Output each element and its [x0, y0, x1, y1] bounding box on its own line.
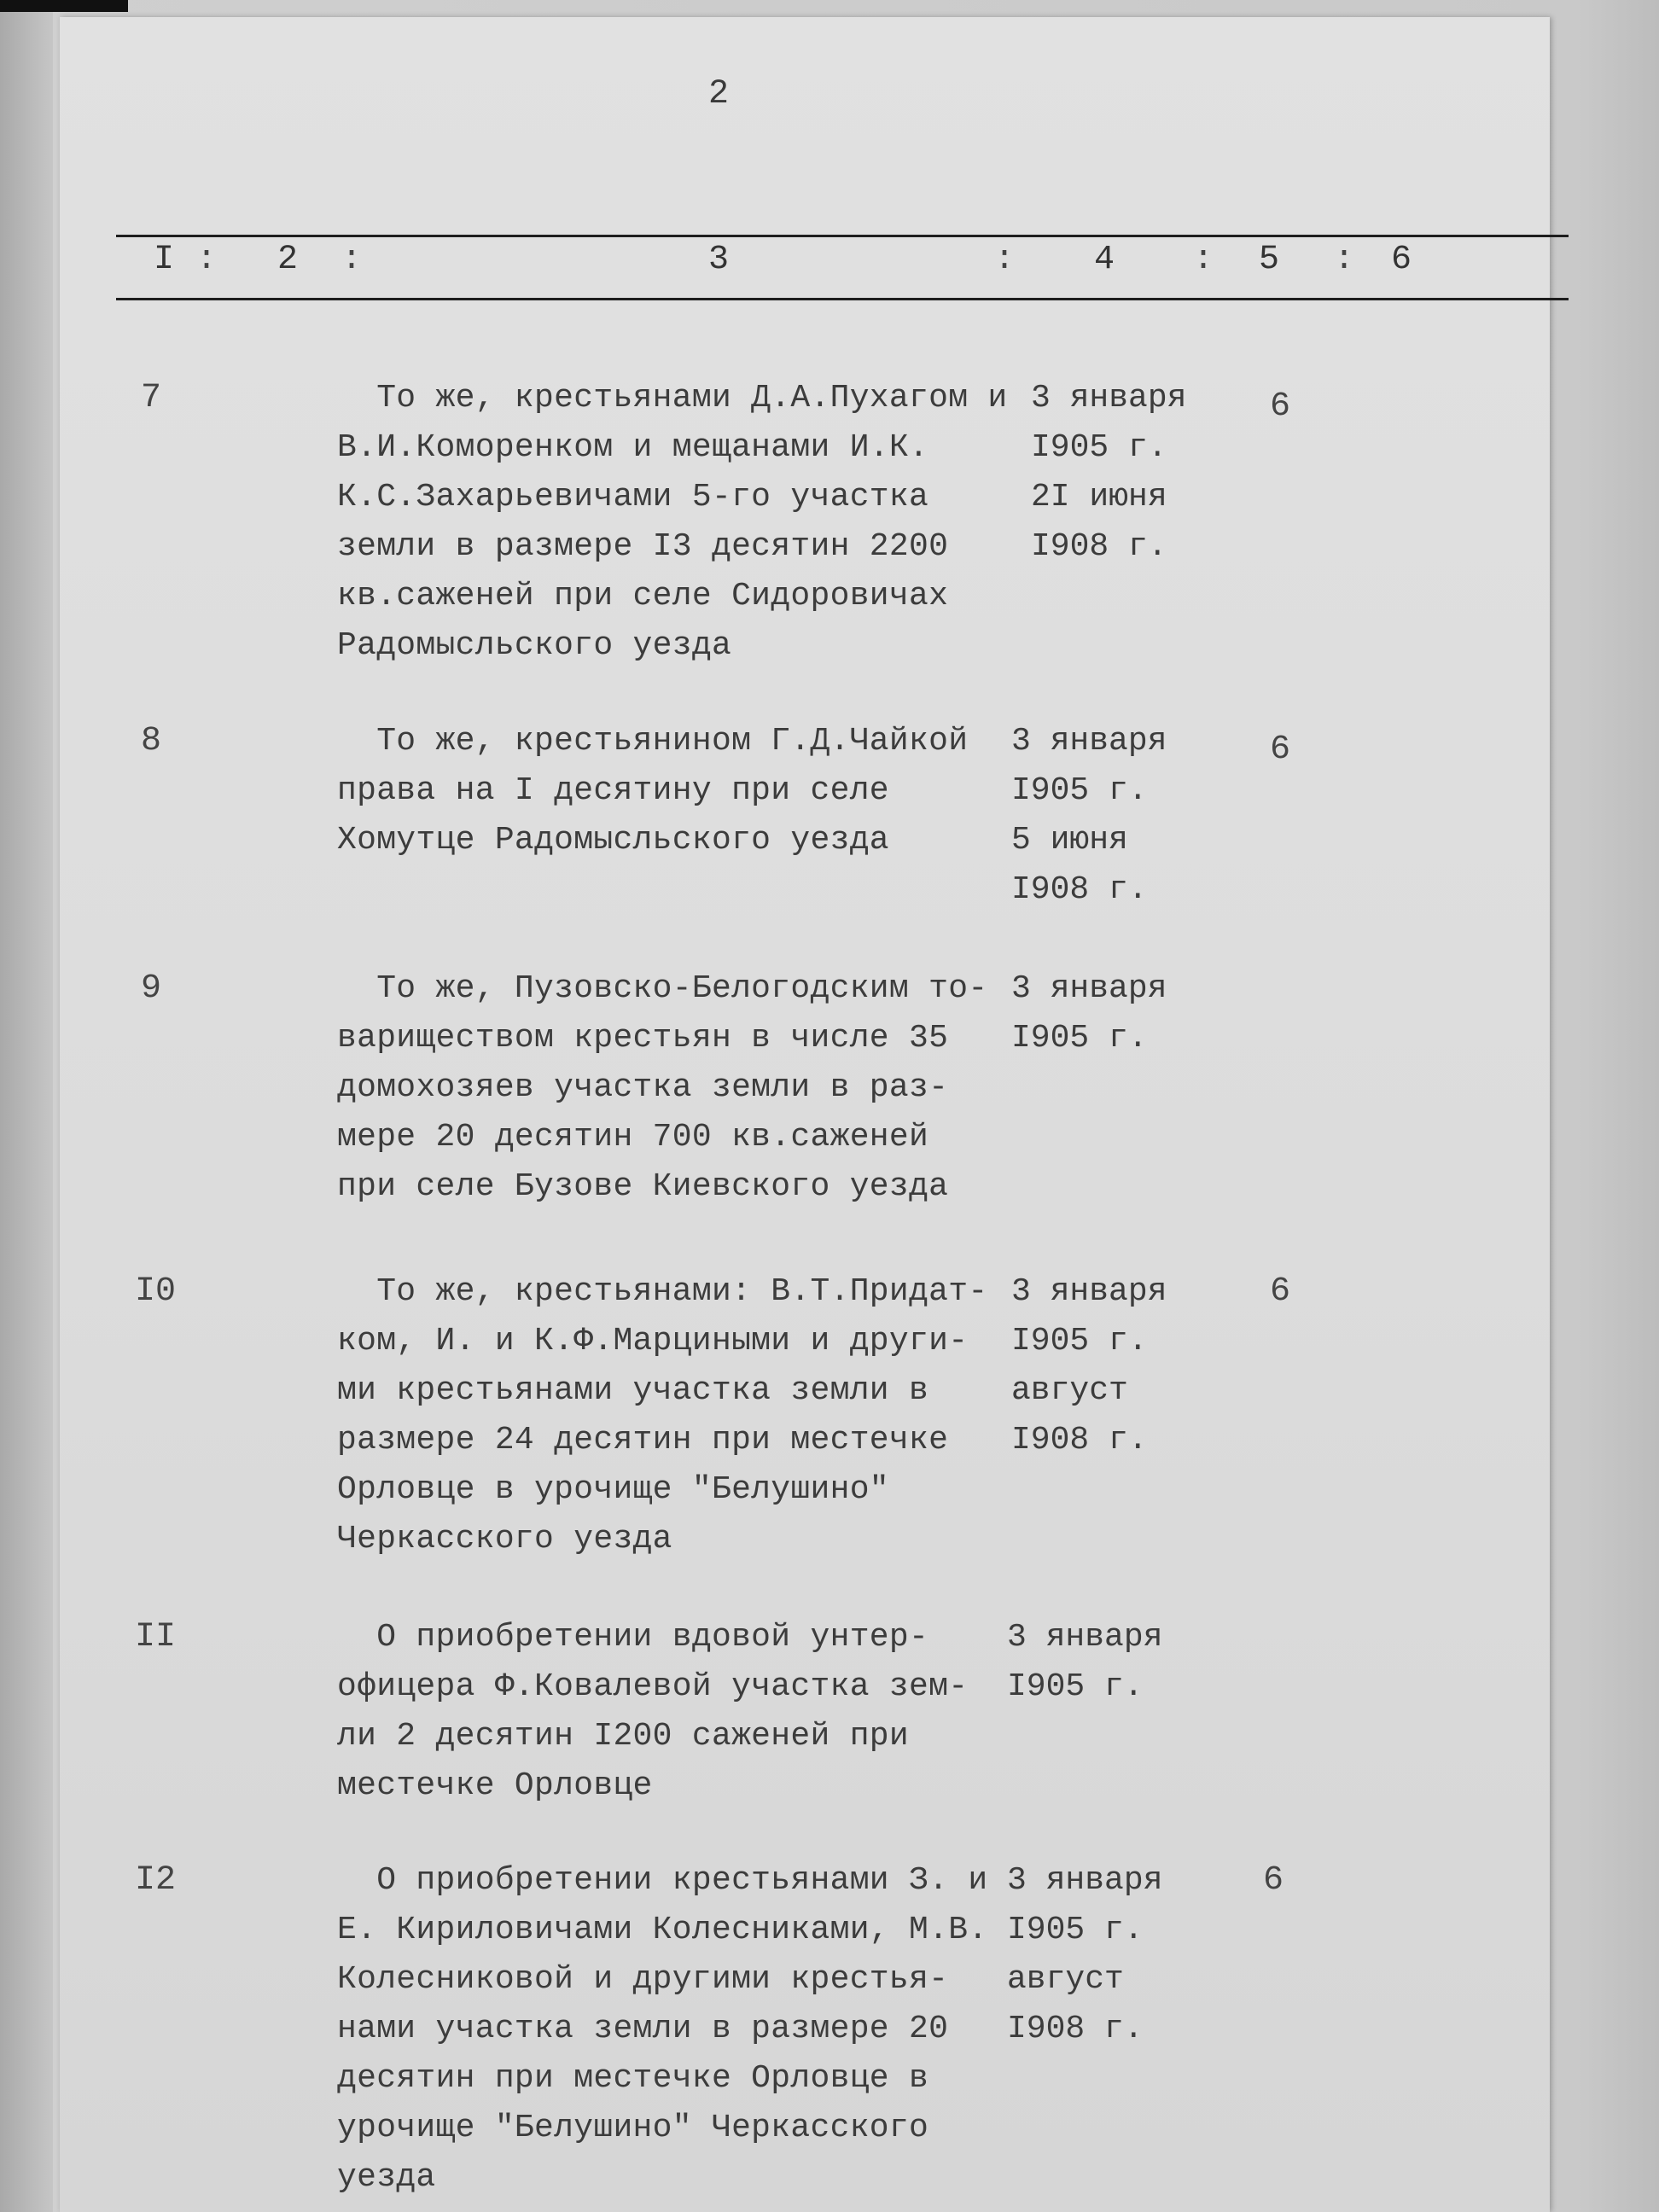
- header-col-4: 4: [1094, 241, 1115, 279]
- row-number: I0: [135, 1272, 177, 1311]
- date-line: 3 января: [1011, 1273, 1167, 1310]
- date-line: I908 г.: [1011, 871, 1148, 908]
- date-line: 3 января: [1007, 1862, 1163, 1899]
- date-line: 3 января: [1011, 970, 1167, 1007]
- corner-tab: [0, 0, 128, 12]
- row-dates: [1007, 1856, 1212, 2054]
- description-line: К.С.Захарьевичами 5-го участка: [337, 479, 929, 515]
- header-separator: :: [1334, 241, 1355, 279]
- header-col-5: 5: [1259, 241, 1280, 279]
- row-col5: 6: [1263, 1861, 1284, 1900]
- header-col-6: 6: [1391, 241, 1412, 279]
- description-line: уезда: [337, 2159, 436, 2196]
- row-col5: 6: [1270, 731, 1291, 769]
- description-line: Черкасского уезда: [337, 1521, 672, 1557]
- description-line: ли 2 десятин I200 саженей при: [337, 1718, 910, 1755]
- date-line: 2I июня: [1031, 479, 1167, 515]
- description-line: при селе Бузове Киевского уезда: [337, 1168, 949, 1205]
- date-line: I905 г.: [1011, 772, 1148, 809]
- date-line: август: [1011, 1372, 1128, 1409]
- date-line: I905 г.: [1011, 1323, 1148, 1359]
- row-dates: [1031, 374, 1236, 572]
- row-dates: [1011, 717, 1216, 915]
- description-line: То же, крестьянами: В.Т.Придат-: [337, 1273, 988, 1310]
- description-line: Радомысльского уезда: [337, 627, 732, 664]
- date-line: I905 г.: [1011, 1020, 1148, 1057]
- date-line: I908 г.: [1031, 528, 1167, 565]
- date-line: I908 г.: [1011, 1422, 1148, 1458]
- description-line: урочище "Белушино" Черкасского: [337, 2110, 929, 2146]
- description-line: права на I десятину при селе: [337, 772, 889, 809]
- description-line: Орловце в урочище "Белушино": [337, 1471, 889, 1508]
- description-line: местечке Орловце: [337, 1767, 653, 1804]
- document-page: [60, 17, 1550, 2212]
- description-line: Е. Кириловичами Колесниками, М.В.: [337, 1912, 988, 1948]
- header-separator: :: [341, 241, 363, 279]
- header-separator: :: [1193, 241, 1214, 279]
- header-separator: :: [196, 241, 218, 279]
- date-line: 5 июня: [1011, 822, 1128, 859]
- header-rule-bottom: [116, 298, 1569, 300]
- binding-strip: [0, 0, 53, 2212]
- description-line: О приобретении вдовой унтер-: [337, 1619, 929, 1656]
- description-line: В.И.Коморенком и мещанами И.К.: [337, 429, 929, 466]
- row-description: [337, 1856, 1054, 2203]
- row-number: II: [135, 1618, 177, 1656]
- description-line: домохозяев участка земли в раз-: [337, 1069, 949, 1106]
- date-line: I905 г.: [1007, 1668, 1144, 1705]
- header-rule-top: [116, 235, 1569, 237]
- description-line: вариществом крестьян в числе 35: [337, 1020, 949, 1057]
- description-line: размере 24 десятин при местечке: [337, 1422, 949, 1458]
- date-line: I905 г.: [1007, 1912, 1144, 1948]
- description-line: ми крестьянами участка земли в: [337, 1372, 929, 1409]
- header-col-3: 3: [708, 241, 730, 279]
- description-line: То же, крестьянами Д.А.Пухагом и: [337, 380, 1008, 416]
- row-dates: [1011, 1267, 1216, 1465]
- row-number: I2: [135, 1861, 177, 1900]
- header-separator: :: [994, 241, 1016, 279]
- date-line: I905 г.: [1031, 429, 1167, 466]
- row-dates: [1007, 1613, 1212, 1712]
- row-col5: 6: [1270, 1272, 1291, 1311]
- date-line: 3 января: [1007, 1619, 1163, 1656]
- date-line: 3 января: [1031, 380, 1187, 416]
- date-line: август: [1007, 1961, 1124, 1998]
- description-line: кв.саженей при селе Сидоровичах: [337, 578, 949, 614]
- header-col-1: I: [154, 241, 175, 279]
- date-line: 3 января: [1011, 723, 1167, 760]
- row-description: [337, 1267, 1054, 1564]
- description-line: ком, И. и К.Ф.Марциными и други-: [337, 1323, 969, 1359]
- row-dates: [1011, 964, 1216, 1063]
- row-number: 7: [141, 379, 162, 417]
- description-line: Колесниковой и другими крестья-: [337, 1961, 949, 1998]
- description-line: земли в размере I3 десятин 2200: [337, 528, 949, 565]
- description-line: То же, крестьянином Г.Д.Чайкой: [337, 723, 969, 760]
- header-col-2: 2: [277, 241, 299, 279]
- row-description: [337, 717, 1054, 865]
- description-line: офицера Ф.Ковалевой участка зем-: [337, 1668, 969, 1705]
- description-line: О приобретении крестьянами З. и: [337, 1862, 988, 1899]
- row-number: 8: [141, 722, 162, 760]
- date-line: I908 г.: [1007, 2011, 1144, 2047]
- page-number: 2: [708, 75, 730, 114]
- row-description: [337, 1613, 1054, 1811]
- description-line: десятин при местечке Орловце в: [337, 2060, 929, 2097]
- row-description: [337, 964, 1054, 1212]
- description-line: нами участка земли в размере 20: [337, 2011, 949, 2047]
- row-col5: 6: [1270, 387, 1291, 426]
- row-description: [337, 374, 1054, 671]
- description-line: мере 20 десятин 700 кв.саженей: [337, 1119, 929, 1155]
- row-number: 9: [141, 969, 162, 1008]
- description-line: То же, Пузовско-Белогодским то-: [337, 970, 988, 1007]
- description-line: Хомутце Радомысльского уезда: [337, 822, 889, 859]
